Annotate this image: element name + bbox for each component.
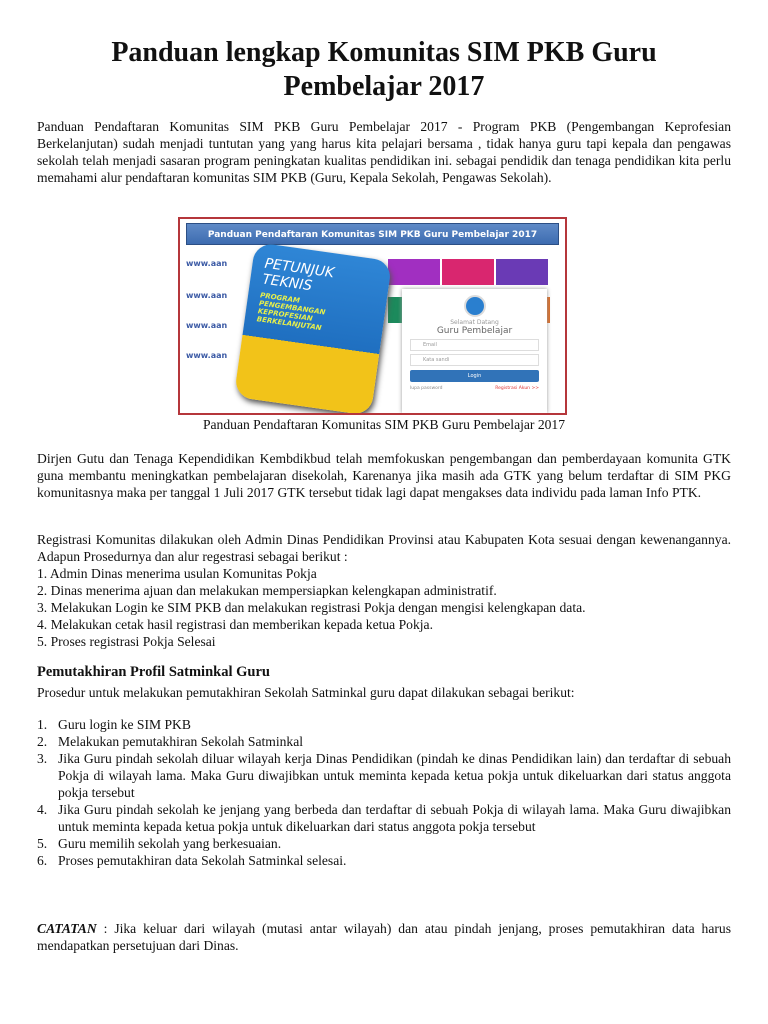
figure-image [178, 217, 567, 415]
book-subtitle: PROGRAM PENGEMBANGAN KEPROFESIAN BERKELANJUTAN [256, 291, 326, 333]
login-heading: Guru Pembelajar [436, 326, 513, 336]
watermark: www.aan [186, 351, 228, 360]
steps-list [37, 565, 731, 650]
intro-paragraph: Panduan Pendaftaran Komunitas SIM PKB Guru Pembelajar 2017 - Program PKB (Pengembangan Keprofesian Berkelanjutan) sudah menjadi tuntutan yang yang harus kita pelajari bersama , tidak hanya guru tapi kepala dan pengawas sekolah telah menjadi sasaran program peningkatan kualitas pendidikan ini. sebagai pendidik dan tenaga pendidikan kita perlu memahami alur pendaftaran komunitas SIM PKB (Guru, Kepala Sekolah, Pengawas Sekolah). [37, 119, 731, 185]
section-intro: Prosedur untuk melakukan pemutakhiran Sekolah Satminkal guru dapat dilakukan sebagai berikut: [37, 685, 575, 700]
section-heading: Pemutakhiran Profil Satminkal Guru [37, 664, 270, 680]
list-item: 5. Guru memilih sekolah yang berkesuaian. [37, 836, 282, 851]
tut-wuri-logo-icon [464, 295, 486, 317]
book-title: PETUNJUK TEKNIS [261, 255, 336, 295]
list-item: 2. Melakukan pemutakhiran Sekolah Satminkal [37, 734, 304, 749]
list-item: 3. Jika Guru pindah sekolah diluar wilayah kerja Dinas Pendidikan (pindah ke dinas Pendidikan lain) dan terdaftar di sebuah Pokja di wilayah lama. Maka Guru diwajibkan untuk meminta kepada ketua pokja untuk dikeluarkan dari status anggota pokja tersebut [37, 751, 731, 800]
register-link: Registrasi Akun >> [495, 386, 539, 391]
login-button: Login [410, 370, 539, 382]
app-tile [496, 259, 548, 285]
step-item: 1. Admin Dinas menerima usulan Komunitas Pokja [37, 566, 317, 581]
note [37, 920, 731, 954]
password-field: Kata sandi [410, 354, 539, 366]
forgot-password-link: lupa password [410, 386, 443, 391]
note-label: CATATAN [37, 921, 97, 936]
step-item: 3. Melakukan Login ke SIM PKB dan melakukan registrasi Pokja dengan mengisi kelengkapan data. [37, 600, 586, 615]
note-text: : Jika keluar dari wilayah (mutasi antar wilayah) dan atau pindah jenjang, proses pemutakhiran data harus mendapatkan persetujuan dari Dinas. [37, 921, 731, 953]
watermark: www.aan [186, 259, 228, 268]
login-panel [402, 289, 547, 413]
book-cover [234, 242, 392, 415]
email-field: Email [410, 339, 539, 351]
figure-banner: Panduan Pendaftaran Komunitas SIM PKB Guru Pembelajar 2017 [186, 223, 559, 245]
login-greeting: Selamat Datang [450, 319, 499, 326]
paragraph: Registrasi Komunitas dilakukan oleh Admin Dinas Pendidikan Provinsi atau Kabupaten Kota sesuai dengan kewenangannya. Adapun Prosedurnya dan alur regestrasi sebagai berikut : [37, 532, 731, 564]
list-item: 1. Guru login ke SIM PKB [37, 717, 191, 732]
app-tile [442, 259, 494, 285]
list-item: 6. Proses pemutakhiran data Sekolah Satminkal selesai. [37, 853, 347, 868]
app-tile [388, 297, 402, 323]
watermark: www.aan [186, 291, 228, 300]
paragraph: Dirjen Gutu dan Tenaga Kependidikan Kembdikbud telah memfokuskan pengembangan dan pemberdayaan komunita GTK guna membantu meningkatkan pembelajaran disekolah, Karenanya jika masih ada GTK yang belum terdaftar di SIM PKG komunitasnya maka per tanggal 1 Juli 2017 GTK tersebut tidak lagi dapat mengakses data individu pada laman Info PTK. [37, 451, 731, 500]
watermark: www.aan [186, 321, 228, 330]
procedure-list [37, 716, 731, 869]
step-item: 2. Dinas menerima ajuan dan melakukan mempersiapkan kelengkapan administratif. [37, 583, 497, 598]
step-item: 4. Melakukan cetak hasil registrasi dan memberikan kepada ketua Pokja. [37, 617, 433, 632]
page-title: Panduan lengkap Komunitas SIM PKB Guru Pembelajar 2017 [111, 37, 657, 102]
figure-caption: Panduan Pendaftaran Komunitas SIM PKB Guru Pembelajar 2017 [202, 417, 566, 432]
list-item: 4. Jika Guru pindah sekolah ke jenjang yang berbeda dan terdaftar di sebuah Pokja di wilayah lama. Maka Guru diwajibkan untuk meminta kepada ketua pokja untuk dikeluarkan dari status anggota pokja tersebut [37, 802, 731, 834]
app-tile [388, 259, 440, 285]
step-item: 5. Proses registrasi Pokja Selesai [37, 634, 216, 649]
